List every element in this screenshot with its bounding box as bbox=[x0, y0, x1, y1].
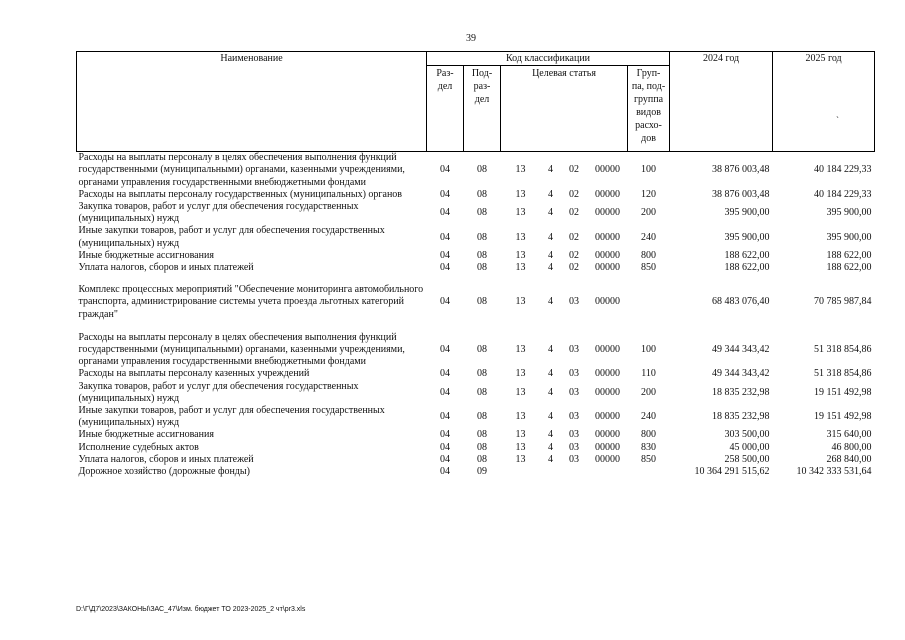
row-amount-2024: 45 000,00 bbox=[729, 441, 770, 453]
row-name: Комплекс процессных мероприятий "Обеспечение мониторинга автомобильного транспорта, администрирование системы учета проезда льготных категорий граждан" bbox=[78, 284, 424, 320]
row-podrazdel: 08 bbox=[477, 207, 487, 219]
row-amount-2024: 188 622,00 bbox=[724, 249, 770, 261]
row-amount-2025: 395 900,00 bbox=[826, 207, 872, 219]
row-target-type bbox=[541, 466, 561, 478]
row-target-program: 13 bbox=[515, 429, 526, 441]
row-razdel: 04 bbox=[440, 296, 450, 308]
row-expense-group: 850 bbox=[641, 453, 657, 465]
row-expense-group: 200 bbox=[641, 207, 657, 219]
row-target-type: 4 bbox=[548, 231, 553, 243]
row-target-direction: 00000 bbox=[595, 262, 620, 274]
row-amount-2024: 258 500,00 bbox=[724, 453, 770, 465]
row-name: Расходы на выплаты персоналу казенных учреждений bbox=[78, 368, 310, 380]
row-amount-2024: 49 344 343,42 bbox=[712, 344, 770, 356]
row-target-direction: 00000 bbox=[595, 344, 620, 356]
row-razdel: 04 bbox=[440, 207, 450, 219]
row-target-direction: 00000 bbox=[595, 453, 620, 465]
header-group: Груп- па, под- группа видов расхо- дов bbox=[628, 66, 670, 152]
row-target-program: 13 bbox=[515, 411, 526, 423]
row-target-direction: 00000 bbox=[595, 249, 620, 261]
table-body bbox=[77, 152, 875, 479]
row-target-type: 4 bbox=[548, 207, 553, 219]
row-amount-2025: 40 184 229,33 bbox=[814, 188, 872, 200]
row-amount-2025: 10 342 333 531,64 bbox=[796, 466, 872, 478]
row-expense-group: 100 bbox=[641, 344, 657, 356]
table-row bbox=[77, 332, 875, 369]
row-name: Расходы на выплаты персоналу в целях обеспечения выполнения функций государственными (муниципальными) органами, казенными учреждениями, органами управления государственными внебюджетными фондами bbox=[78, 331, 405, 368]
row-podrazdel: 08 bbox=[477, 249, 487, 261]
row-amount-2024: 18 835 232,98 bbox=[712, 386, 770, 398]
row-target-direction: 00000 bbox=[595, 296, 620, 308]
row-target-subprogram bbox=[561, 466, 588, 478]
row-target-subprogram: 03 bbox=[569, 441, 579, 453]
row-podrazdel: 08 bbox=[477, 344, 487, 356]
row-target-subprogram: 03 bbox=[569, 296, 579, 308]
row-target-program: 13 bbox=[515, 368, 526, 380]
stray-mark: ˏ bbox=[836, 108, 839, 118]
row-spacer bbox=[77, 274, 875, 284]
row-target-type: 4 bbox=[548, 296, 553, 308]
row-podrazdel: 08 bbox=[477, 164, 487, 176]
row-expense-group bbox=[628, 466, 670, 478]
row-target-subprogram: 02 bbox=[569, 262, 579, 274]
row-razdel: 04 bbox=[440, 411, 450, 423]
row-razdel: 04 bbox=[440, 368, 450, 380]
row-target-type: 4 bbox=[548, 344, 553, 356]
row-target-type: 4 bbox=[548, 411, 553, 423]
row-expense-group: 830 bbox=[641, 441, 657, 453]
row-podrazdel: 09 bbox=[477, 466, 487, 478]
row-target-type: 4 bbox=[548, 262, 553, 274]
row-target-program: 13 bbox=[515, 453, 526, 465]
table-row bbox=[77, 152, 875, 189]
row-razdel: 04 bbox=[440, 262, 450, 274]
row-razdel: 04 bbox=[440, 429, 450, 441]
row-amount-2025: 40 184 229,33 bbox=[814, 164, 872, 176]
header-razdel: Раз- дел bbox=[427, 66, 464, 152]
row-target-type: 4 bbox=[548, 386, 553, 398]
row-amount-2025: 395 900,00 bbox=[826, 231, 872, 243]
row-name: Исполнение судебных актов bbox=[78, 441, 199, 453]
budget-table bbox=[76, 51, 875, 478]
row-target-program: 13 bbox=[515, 249, 526, 261]
row-name: Иные закупки товаров, работ и услуг для обеспечения государственных (муниципальных) нужд bbox=[78, 405, 385, 429]
row-target-subprogram: 02 bbox=[569, 207, 579, 219]
row-amount-2025: 268 840,00 bbox=[826, 453, 872, 465]
row-expense-group: 240 bbox=[641, 231, 657, 243]
row-amount-2024: 38 876 003,48 bbox=[712, 188, 770, 200]
row-target-subprogram: 03 bbox=[569, 429, 579, 441]
row-amount-2024: 10 364 291 515,62 bbox=[694, 466, 770, 478]
row-podrazdel: 08 bbox=[477, 453, 487, 465]
row-amount-2025: 19 151 492,98 bbox=[814, 411, 872, 423]
row-name: Иные бюджетные ассигнования bbox=[78, 429, 214, 441]
row-amount-2024: 38 876 003,48 bbox=[712, 164, 770, 176]
row-target-subprogram: 03 bbox=[569, 386, 579, 398]
table-row bbox=[77, 262, 875, 274]
row-target-subprogram: 02 bbox=[569, 188, 579, 200]
row-podrazdel: 08 bbox=[477, 368, 487, 380]
row-target-subprogram: 02 bbox=[569, 231, 579, 243]
row-expense-group: 240 bbox=[641, 411, 657, 423]
row-amount-2024: 395 900,00 bbox=[724, 207, 770, 219]
row-name: Расходы на выплаты персоналу в целях обеспечения выполнения функций государственными (муниципальными) органами, казенными учреждениями, органами управления государственными внебюджетными фондами bbox=[78, 152, 405, 188]
row-expense-group: 800 bbox=[641, 429, 657, 441]
row-target-direction: 00000 bbox=[595, 164, 620, 176]
row-expense-group: 800 bbox=[641, 249, 657, 261]
row-amount-2025: 188 622,00 bbox=[826, 262, 872, 274]
row-razdel: 04 bbox=[440, 466, 450, 478]
row-amount-2024: 49 344 343,42 bbox=[712, 368, 770, 380]
table-row bbox=[77, 225, 875, 249]
row-razdel: 04 bbox=[440, 386, 450, 398]
row-target-program: 13 bbox=[515, 386, 526, 398]
page-number: 39 bbox=[466, 33, 476, 44]
row-target-direction: 00000 bbox=[595, 188, 620, 200]
row-target-subprogram: 03 bbox=[569, 411, 579, 423]
table-row bbox=[77, 189, 875, 201]
row-podrazdel: 08 bbox=[477, 231, 487, 243]
row-amount-2025: 19 151 492,98 bbox=[814, 386, 872, 398]
row-amount-2024: 188 622,00 bbox=[724, 262, 770, 274]
row-target-program: 13 bbox=[515, 188, 526, 200]
table-row bbox=[77, 368, 875, 380]
row-target-direction: 00000 bbox=[595, 429, 620, 441]
row-target-type: 4 bbox=[548, 249, 553, 261]
table-row bbox=[77, 381, 875, 405]
row-target-type: 4 bbox=[548, 164, 553, 176]
row-name: Иные закупки товаров, работ и услуг для обеспечения государственных (муниципальных) нужд bbox=[78, 225, 385, 249]
table-row bbox=[77, 405, 875, 429]
row-name: Закупка товаров, работ и услуг для обеспечения государственных (муниципальных) нужд bbox=[78, 380, 359, 404]
row-expense-group: 200 bbox=[641, 386, 657, 398]
row-name: Расходы на выплаты персоналу государственных (муниципальных) органов bbox=[78, 188, 403, 200]
table-row bbox=[77, 466, 875, 478]
row-razdel: 04 bbox=[440, 453, 450, 465]
row-target-program bbox=[501, 466, 541, 478]
row-name: Дорожное хозяйство (дорожные фонды) bbox=[78, 466, 250, 478]
row-amount-2024: 18 835 232,98 bbox=[712, 411, 770, 423]
row-target-subprogram: 03 bbox=[569, 344, 579, 356]
row-amount-2025: 46 800,00 bbox=[831, 441, 872, 453]
row-razdel: 04 bbox=[440, 164, 450, 176]
table-row bbox=[77, 284, 875, 321]
row-expense-group bbox=[628, 284, 670, 321]
row-target-type: 4 bbox=[548, 453, 553, 465]
row-podrazdel: 08 bbox=[477, 296, 487, 308]
row-target-program: 13 bbox=[515, 207, 526, 219]
table-row bbox=[77, 429, 875, 441]
row-name: Уплата налогов, сборов и иных платежей bbox=[78, 262, 254, 274]
row-target-subprogram: 03 bbox=[569, 453, 579, 465]
row-podrazdel: 08 bbox=[477, 188, 487, 200]
row-expense-group: 120 bbox=[641, 188, 657, 200]
row-amount-2025: 315 640,00 bbox=[826, 429, 872, 441]
header-code-group: Код классификации bbox=[427, 52, 670, 66]
header-podrazdel: Под- раз- дел bbox=[464, 66, 501, 152]
header-name: Наименование bbox=[77, 52, 427, 152]
header-year-2025: 2025 год bbox=[773, 52, 875, 152]
row-razdel: 04 bbox=[440, 249, 450, 261]
row-amount-2024: 68 483 076,40 bbox=[712, 296, 770, 308]
row-target-type: 4 bbox=[548, 368, 553, 380]
row-target-program: 13 bbox=[515, 344, 526, 356]
row-amount-2025: 51 318 854,86 bbox=[814, 344, 872, 356]
row-name: Уплата налогов, сборов и иных платежей bbox=[78, 453, 254, 465]
row-target-type: 4 bbox=[548, 188, 553, 200]
row-target-type: 4 bbox=[548, 441, 553, 453]
row-amount-2024: 303 500,00 bbox=[724, 429, 770, 441]
row-target-direction: 00000 bbox=[595, 207, 620, 219]
row-target-direction: 00000 bbox=[595, 411, 620, 423]
row-razdel: 04 bbox=[440, 441, 450, 453]
row-target-type: 4 bbox=[548, 429, 553, 441]
table-row bbox=[77, 442, 875, 454]
row-podrazdel: 08 bbox=[477, 386, 487, 398]
row-expense-group: 850 bbox=[641, 262, 657, 274]
row-target-direction: 00000 bbox=[595, 368, 620, 380]
row-target-program: 13 bbox=[515, 441, 526, 453]
row-expense-group: 100 bbox=[641, 164, 657, 176]
row-target-program: 13 bbox=[515, 296, 526, 308]
row-target-program: 13 bbox=[515, 231, 526, 243]
row-podrazdel: 08 bbox=[477, 429, 487, 441]
row-name: Иные бюджетные ассигнования bbox=[78, 249, 214, 261]
row-razdel: 04 bbox=[440, 231, 450, 243]
row-name: Закупка товаров, работ и услуг для обеспечения государственных (муниципальных) нужд bbox=[78, 201, 359, 225]
row-razdel: 04 bbox=[440, 344, 450, 356]
row-spacer bbox=[77, 321, 875, 332]
row-podrazdel: 08 bbox=[477, 411, 487, 423]
row-target-program: 13 bbox=[515, 262, 526, 274]
row-amount-2024: 395 900,00 bbox=[724, 231, 770, 243]
table-row bbox=[77, 250, 875, 262]
row-amount-2025: 188 622,00 bbox=[826, 249, 872, 261]
row-target-subprogram: 02 bbox=[569, 249, 579, 261]
row-podrazdel: 08 bbox=[477, 262, 487, 274]
row-target-subprogram: 02 bbox=[569, 164, 579, 176]
row-target-program: 13 bbox=[515, 164, 526, 176]
row-target-direction: 00000 bbox=[595, 441, 620, 453]
table-row bbox=[77, 454, 875, 466]
row-razdel: 04 bbox=[440, 188, 450, 200]
header-target: Целевая статья bbox=[501, 66, 628, 152]
row-target-direction bbox=[588, 466, 628, 478]
row-target-direction: 00000 bbox=[595, 386, 620, 398]
row-amount-2025: 51 318 854,86 bbox=[814, 368, 872, 380]
table-row bbox=[77, 201, 875, 225]
row-target-direction: 00000 bbox=[595, 231, 620, 243]
footer-file-path: D:\Г\Д7\2023\ЗАКОНЫ\ЗАС_47\Изм. бюджет ТО 2023-2025_2 чт\pr3.xls bbox=[76, 606, 306, 613]
row-amount-2025: 70 785 987,84 bbox=[814, 296, 872, 308]
row-target-subprogram: 03 bbox=[569, 368, 579, 380]
row-expense-group: 110 bbox=[641, 368, 656, 380]
header-year-2024: 2024 год bbox=[670, 52, 773, 152]
row-podrazdel: 08 bbox=[477, 441, 487, 453]
